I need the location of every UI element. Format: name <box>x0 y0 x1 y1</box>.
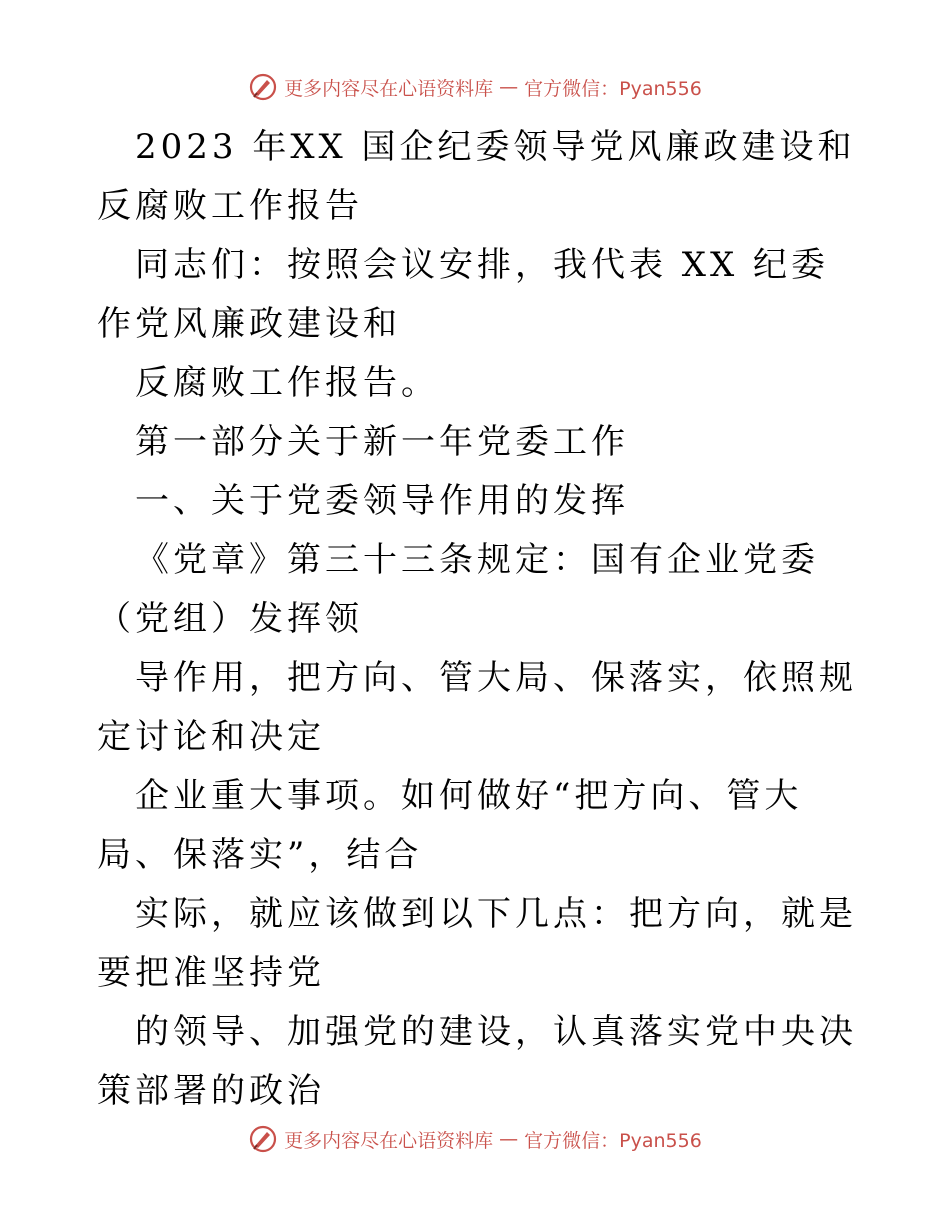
paragraph: 企业重大事项。如何做好“把方向、管大局、保落实”，结合 <box>97 776 803 875</box>
quill-logo-icon <box>248 72 278 102</box>
paragraph: 实际，就应该做到以下几点：把方向，就是要把准坚持党 <box>97 894 857 993</box>
paragraph: 同志们：按照会议安排，我代表 XX 纪委作党风廉政建设和 <box>97 245 830 344</box>
subsection-heading: 一、关于党委领导作用的发挥 <box>135 481 629 521</box>
document-body <box>97 118 857 1121</box>
paragraph: 《党章》第三十三条规定：国有企业党委（党组）发挥领 <box>97 540 819 639</box>
watermark-text: 更多内容尽在心语资料库 <box>284 1129 494 1152</box>
watermark-separator: — <box>499 1128 519 1150</box>
paragraph: 的领导、加强党的建设，认真落实党中央决策部署的政治 <box>97 1012 857 1111</box>
section-heading: 第一部分关于新一年党委工作 <box>135 422 629 462</box>
watermark-separator: — <box>499 76 519 98</box>
watermark-contact: 官方微信：Pyan556 <box>524 77 702 100</box>
watermark-text: 更多内容尽在心语资料库 <box>284 77 494 100</box>
paragraph: 导作用，把方向、管大局、保落实，依照规定讨论和决定 <box>97 658 857 757</box>
document-title: 2023 年XX 国企纪委领导党风廉政建设和反腐败工作报告 <box>97 127 856 226</box>
paragraph: 反腐败工作报告。 <box>135 363 439 403</box>
footer-watermark <box>0 1124 950 1154</box>
watermark-contact: 官方微信：Pyan556 <box>524 1129 702 1152</box>
header-watermark <box>0 72 950 102</box>
quill-logo-icon <box>248 1124 278 1154</box>
